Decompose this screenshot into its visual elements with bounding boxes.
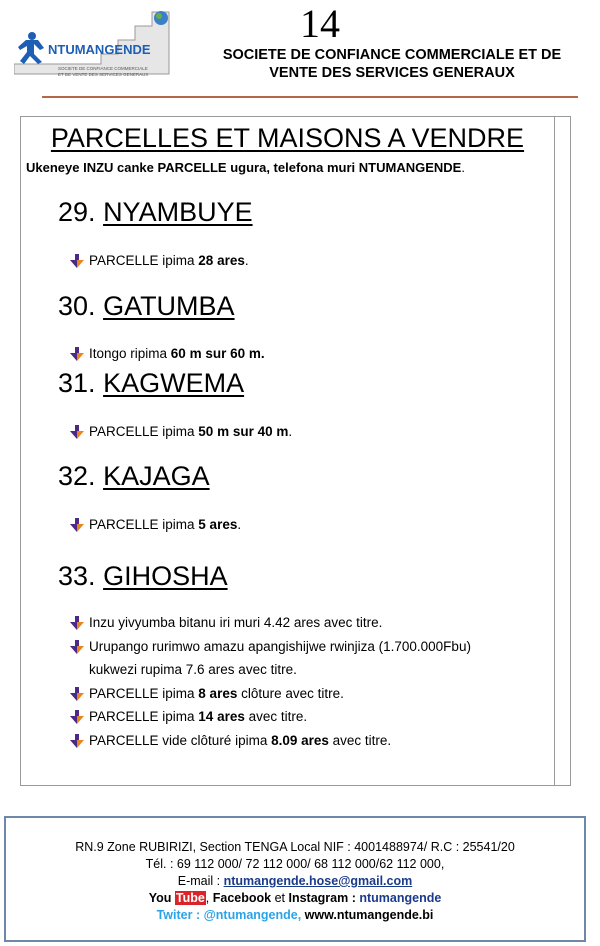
svg-text:NTUMANGENDE: NTUMANGENDE bbox=[48, 42, 151, 57]
list-item bbox=[70, 732, 391, 749]
twitter-handle[interactable]: Twiter : @ntumangende, bbox=[156, 908, 305, 922]
footer-twitter-line bbox=[4, 907, 586, 923]
listing-name: KAGWEMA bbox=[103, 368, 245, 398]
listing-heading-29 bbox=[58, 196, 253, 228]
list-item bbox=[70, 516, 241, 533]
listing-name: KAJAGA bbox=[103, 461, 210, 491]
arrow-down-bullet-icon bbox=[70, 640, 89, 654]
item-text: PARCELLE ipima bbox=[89, 517, 199, 532]
list-item bbox=[70, 708, 307, 725]
item-bold: 8.09 ares bbox=[271, 733, 329, 748]
item-bold: 14 ares bbox=[198, 709, 245, 724]
header-divider bbox=[42, 96, 578, 98]
item-bold: 50 m sur 40 m bbox=[198, 424, 289, 439]
listing-number: 32. bbox=[58, 461, 96, 491]
listing-heading-33 bbox=[58, 560, 228, 592]
item-text-end: . bbox=[244, 253, 249, 268]
item-text-end: . bbox=[288, 424, 293, 439]
arrow-down-bullet-icon bbox=[70, 734, 89, 748]
svg-text:SOCIETE DE CONFIANCE COMMERCIA: SOCIETE DE CONFIANCE COMMERCIALE bbox=[58, 66, 148, 71]
listing-heading-30 bbox=[58, 290, 235, 322]
item-text-end: avec titre. bbox=[328, 733, 392, 748]
facebook-link[interactable]: Facebook bbox=[212, 891, 272, 905]
arrow-down-bullet-icon bbox=[70, 687, 89, 701]
subtitle-period: . bbox=[461, 160, 465, 175]
social-separator: , bbox=[205, 891, 213, 905]
arrow-down-bullet-icon bbox=[70, 710, 89, 724]
company-line-2: VENTE DES SERVICES GENERAUX bbox=[269, 65, 515, 81]
company-name bbox=[196, 46, 588, 82]
list-item bbox=[70, 614, 382, 631]
instagram-handle[interactable]: ntumangende bbox=[359, 891, 442, 905]
youtube-tube-badge[interactable]: Tube bbox=[175, 891, 205, 905]
item-text-end: avec titre. bbox=[244, 709, 308, 724]
footer-email-line bbox=[4, 873, 586, 889]
listing-number: 33. bbox=[58, 561, 96, 591]
item-text: Inzu yivyumba bitanu iri muri 4.42 ares avec titre. bbox=[89, 615, 383, 630]
page-number: 14 bbox=[300, 1, 340, 46]
footer-phone: Tél. : 69 112 000/ 72 112 000/ 68 112 000/62 112 000, bbox=[145, 857, 445, 871]
listing-heading-31 bbox=[58, 367, 244, 399]
listing-name: GATUMBA bbox=[103, 291, 235, 321]
item-bold: 5 ares bbox=[198, 517, 238, 532]
website-link[interactable]: www.ntumangende.bi bbox=[304, 908, 434, 922]
page-subtitle bbox=[26, 160, 465, 176]
social-and: et bbox=[271, 891, 289, 905]
listing-name: NYAMBUYE bbox=[103, 197, 253, 227]
item-bold: 60 m sur 60 m. bbox=[170, 346, 265, 361]
list-item-continuation: kukwezi rupima 7.6 ares avec titre. bbox=[89, 662, 297, 677]
item-text: PARCELLE ipima bbox=[89, 709, 199, 724]
arrow-down-bullet-icon bbox=[70, 425, 89, 439]
footer-social-line bbox=[4, 890, 586, 906]
item-text: Urupango rurimwo amazu apangishijwe rwinjiza (1.700.000Fbu) bbox=[89, 639, 471, 654]
listing-heading-32 bbox=[58, 460, 210, 492]
item-text: Itongo ripima bbox=[89, 346, 171, 361]
email-link[interactable]: ntumangende.hose@gmail.com bbox=[223, 874, 413, 888]
page-title: PARCELLES ET MAISONS A VENDRE bbox=[50, 123, 525, 153]
instagram-label: Instagram : bbox=[288, 891, 360, 905]
listing-number: 30. bbox=[58, 291, 96, 321]
item-text: PARCELLE ipima bbox=[89, 424, 199, 439]
arrow-down-bullet-icon bbox=[70, 518, 89, 532]
item-text-end: . bbox=[237, 517, 242, 532]
list-item bbox=[70, 252, 249, 269]
list-item bbox=[70, 638, 471, 655]
subtitle-text: Ukeneye INZU canke PARCELLE ugura, telefona muri NTUMANGENDE bbox=[26, 160, 462, 175]
svg-text:ET DE VENTE DES SERVICES GENER: ET DE VENTE DES SERVICES GENERAUX bbox=[58, 72, 149, 77]
footer-address: RN.9 Zone RUBIRIZI, Section TENGA Local NIF : 4001488974/ R.C : 25541/20 bbox=[75, 840, 515, 854]
listings-box-inner-line bbox=[554, 116, 555, 786]
item-text: PARCELLE ipima bbox=[89, 253, 199, 268]
listing-name: GIHOSHA bbox=[103, 561, 228, 591]
ntumangende-logo-icon bbox=[14, 10, 180, 80]
list-item bbox=[70, 345, 265, 362]
email-label: E-mail : bbox=[177, 874, 224, 888]
item-bold: 8 ares bbox=[198, 686, 238, 701]
item-text: PARCELLE vide clôturé ipima bbox=[89, 733, 272, 748]
list-item bbox=[70, 423, 292, 440]
item-text: PARCELLE ipima bbox=[89, 686, 199, 701]
youtube-you[interactable]: You bbox=[148, 891, 175, 905]
item-text-end: clôture avec titre. bbox=[237, 686, 344, 701]
item-bold: 28 ares bbox=[198, 253, 245, 268]
arrow-down-bullet-icon bbox=[70, 254, 89, 268]
arrow-down-bullet-icon bbox=[70, 616, 89, 630]
list-item bbox=[70, 685, 344, 702]
listing-number: 31. bbox=[58, 368, 96, 398]
listing-number: 29. bbox=[58, 197, 96, 227]
arrow-down-bullet-icon bbox=[70, 347, 89, 361]
company-line-1: SOCIETE DE CONFIANCE COMMERCIALE ET DE bbox=[222, 47, 562, 63]
